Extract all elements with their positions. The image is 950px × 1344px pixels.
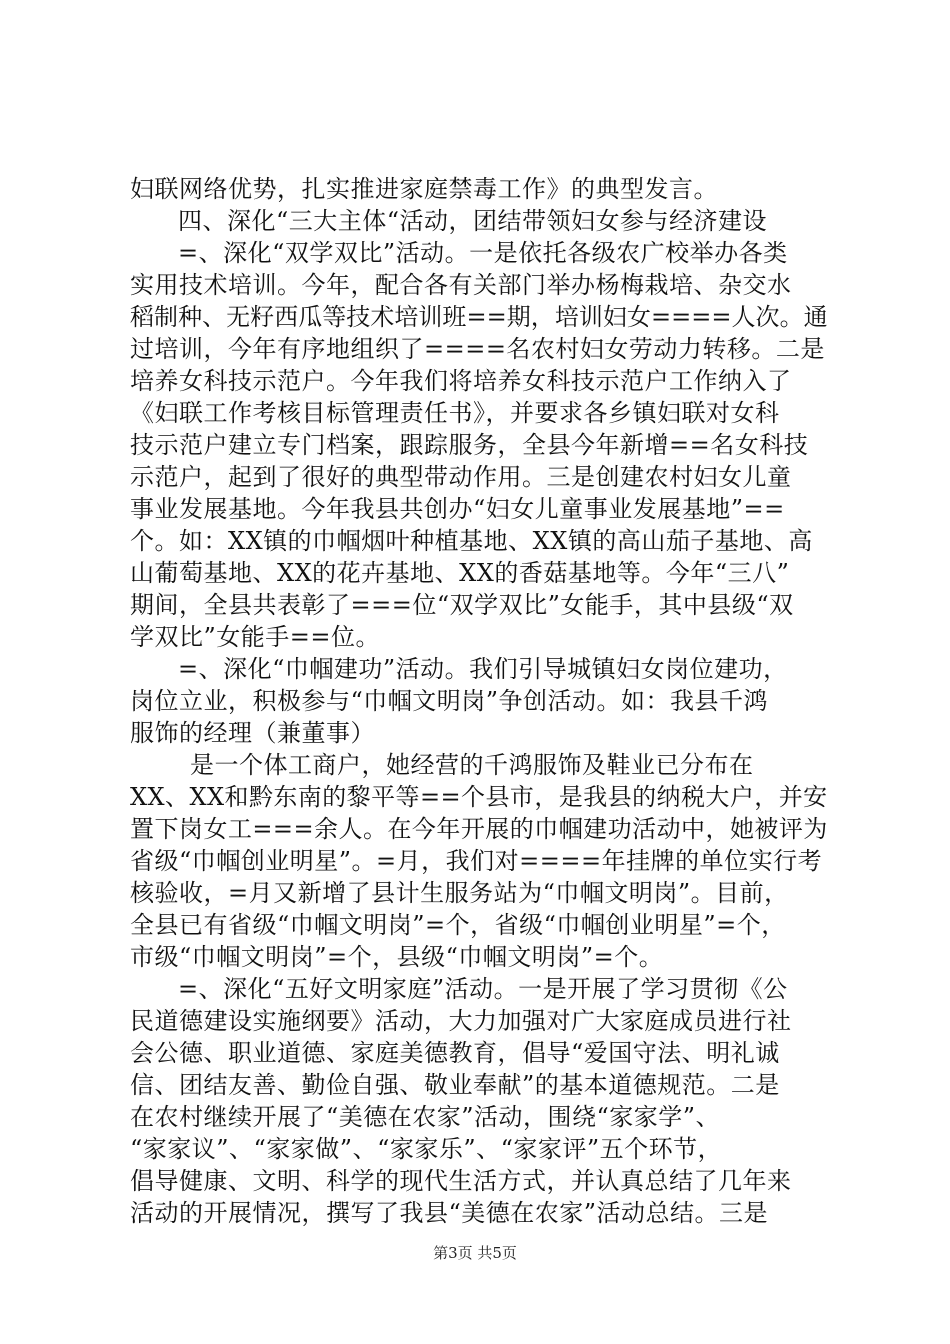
text-line: 在农村继续开展了“美德在农家”活动，围绕“家家学”、: [130, 1103, 721, 1131]
text-line: 技示范户建立专门档案，跟踪服务，全县今年新增==名女科技: [130, 431, 809, 459]
text-line: =、深化“巾帼建功”活动。我们引导城镇妇女岗位建功，: [178, 655, 788, 683]
text-line: 期间，全县共表彰了===位“双学双比”女能手，其中县级“双: [130, 591, 794, 619]
text-line: 倡导健康、文明、科学的现代生活方式，并认真总结了几年来: [130, 1167, 792, 1195]
text-line: =、深化“五好文明家庭”活动。一是开展了学习贯彻《公: [178, 975, 788, 1003]
text-line: =、深化“双学双比”活动。一是依托各级农广校举办各类: [178, 239, 788, 267]
text-line: 市级“巾帼文明岗”=个，县级“巾帼文明岗”=个。: [130, 943, 664, 971]
text-line: 示范户，起到了很好的典型带动作用。三是创建农村妇女儿童: [130, 463, 792, 491]
text-line: 稻制种、无籽西瓜等技术培训班==期，培训妇女====人次。通: [130, 303, 828, 331]
text-line: 个。如：XX镇的巾帼烟叶种植基地、XX镇的高山茄子基地、高: [130, 527, 813, 555]
text-line: 核验收，=月又新增了县计生服务站为“巾帼文明岗”。目前，: [130, 879, 789, 907]
text-line: 置下岗女工===余人。在今年开展的巾帼建功活动中，她被评为: [130, 815, 828, 843]
text-line: 服饰的经理（兼董事）: [130, 719, 375, 747]
text-line: 信、团结友善、勤俭自强、敬业奉献”的基本道德规范。二是: [130, 1071, 780, 1099]
text-line: 《妇联工作考核目标管理责任书》，并要求各乡镇妇联对女科: [130, 399, 780, 427]
text-line: 实用技术培训。今年，配合各有关部门举办杨梅栽培、杂交水: [130, 271, 792, 299]
text-line: 山葡萄基地、XX的花卉基地、XX的香菇基地等。今年“三八”: [130, 559, 790, 587]
text-line: 民道德建设实施纲要》活动，大力加强对广大家庭成员进行社: [130, 1007, 792, 1035]
text-line: 事业发展基地。今年我县共创办“妇女儿童事业发展基地”==: [130, 495, 785, 523]
text-line: 培养女科技示范户。今年我们将培养女科技示范户工作纳入了: [130, 367, 792, 395]
text-line: XX、XX和黔东南的黎平等==个县市，是我县的纳税大户，并安: [130, 783, 828, 811]
section-heading: 四、深化“三大主体“活动，团结带领妇女参与经济建设: [178, 207, 768, 235]
page-number-footer: 第3页 共5页: [433, 1244, 517, 1262]
text-line: 省级“巾帼创业明星”。=月，我们对====年挂牌的单位实行考: [130, 847, 823, 875]
text-line: 岗位立业，积极参与“巾帼文明岗”争创活动。如：我县千鸿: [130, 687, 769, 715]
text-line: 会公德、职业道德、家庭美德教育，倡导“爱国守法、明礼诚: [130, 1039, 780, 1067]
text-line: 学双比”女能手==位。: [130, 623, 380, 651]
text-line: 过培训，今年有序地组织了====名农村妇女劳动力转移。二是: [130, 335, 825, 363]
text-line: 活动的开展情况，撰写了我县“美德在农家”活动总结。三是: [130, 1199, 769, 1227]
text-line: 是一个体工商户，她经营的千鸿服饰及鞋业已分布在: [190, 751, 754, 779]
text-line: 妇联网络优势，扎实推进家庭禁毒工作》的典型发言。: [130, 175, 718, 203]
text-line: 全县已有省级“巾帼文明岗”=个，省级“巾帼创业明星”=个，: [130, 911, 786, 939]
text-line: “家家议”、“家家做”、“家家乐”、“家家评”五个环节，: [130, 1135, 723, 1163]
